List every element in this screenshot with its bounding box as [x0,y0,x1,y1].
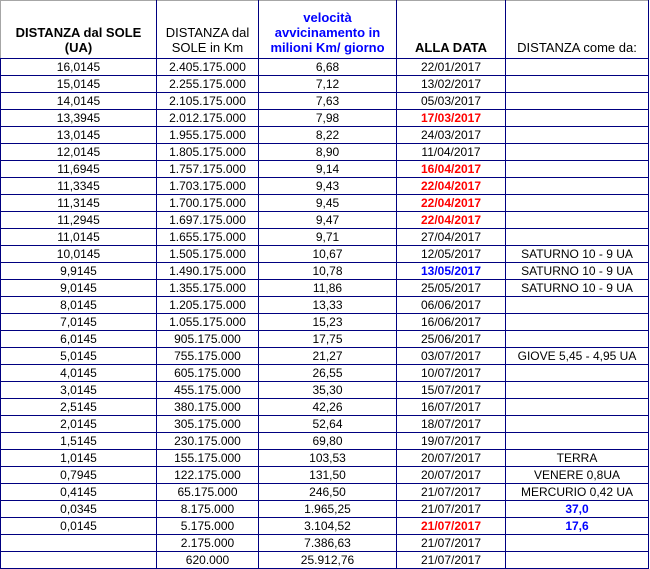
cell-distanza-come-da[interactable] [506,127,649,144]
cell-alla-data[interactable]: 22/01/2017 [397,59,506,76]
cell-distanza-ua[interactable]: 6,0145 [1,331,157,348]
cell-alla-data[interactable]: 24/03/2017 [397,127,506,144]
table-row [1,59,649,76]
table-row [1,229,649,246]
cell-distanza-km[interactable]: 1.655.175.000 [157,229,259,246]
cell-alla-data[interactable]: 15/07/2017 [397,382,506,399]
table-row [1,467,649,484]
cell-alla-data[interactable]: 22/04/2017 [397,195,506,212]
cell-alla-data[interactable]: 25/06/2017 [397,331,506,348]
cell-velocita[interactable]: 17,75 [259,331,397,348]
cell-distanza-ua[interactable]: 1,5145 [1,433,157,450]
cell-distanza-ua[interactable]: 11,0145 [1,229,157,246]
cell-velocita[interactable]: 21,27 [259,348,397,365]
cell-distanza-ua[interactable]: 0,7945 [1,467,157,484]
cell-velocita[interactable]: 15,23 [259,314,397,331]
cell-velocita[interactable]: 8,90 [259,144,397,161]
cell-alla-data[interactable]: 10/07/2017 [397,365,506,382]
cell-alla-data[interactable]: 22/04/2017 [397,178,506,195]
header-alla-data-line1: ALLA DATA [415,40,487,55]
cell-distanza-km[interactable]: 1.505.175.000 [157,246,259,263]
cell-distanza-ua[interactable]: 11,3145 [1,195,157,212]
cell-distanza-ua[interactable]: 7,0145 [1,314,157,331]
table-row [1,450,649,467]
cell-velocita[interactable]: 1.965,25 [259,501,397,518]
cell-alla-data[interactable]: 13/05/2017 [397,263,506,280]
table-row [1,348,649,365]
cell-distanza-come-da[interactable] [506,382,649,399]
cell-distanza-come-da[interactable] [506,399,649,416]
cell-distanza-come-da[interactable] [506,433,649,450]
cell-alla-data[interactable]: 20/07/2017 [397,450,506,467]
table-row [1,93,649,110]
cell-distanza-km[interactable]: 1.700.175.000 [157,195,259,212]
cell-distanza-ua[interactable] [1,535,157,552]
cell-distanza-ua[interactable]: 16,0145 [1,59,157,76]
cell-alla-data[interactable]: 13/02/2017 [397,76,506,93]
cell-distanza-come-da[interactable] [506,535,649,552]
table-row [1,535,649,552]
cell-distanza-km[interactable]: 122.175.000 [157,467,259,484]
cell-distanza-come-da[interactable]: SATURNO 10 - 9 UA [506,280,649,297]
cell-distanza-ua[interactable]: 10,0145 [1,246,157,263]
cell-distanza-ua[interactable]: 11,3345 [1,178,157,195]
cell-distanza-km[interactable]: 230.175.000 [157,433,259,450]
cell-distanza-km[interactable]: 2.012.175.000 [157,110,259,127]
cell-distanza-come-da[interactable]: GIOVE 5,45 - 4,95 UA [506,348,649,365]
table-body [1,59,649,569]
table-row [1,127,649,144]
cell-alla-data[interactable]: 12/05/2017 [397,246,506,263]
cell-distanza-ua[interactable]: 0,0345 [1,501,157,518]
cell-alla-data[interactable]: 22/04/2017 [397,212,506,229]
table-row [1,331,649,348]
table-row [1,280,649,297]
cell-alla-data[interactable]: 11/04/2017 [397,144,506,161]
cell-distanza-come-da[interactable]: VENERE 0,8UA [506,467,649,484]
cell-distanza-ua[interactable]: 8,0145 [1,297,157,314]
table-row [1,382,649,399]
cell-distanza-ua[interactable]: 5,0145 [1,348,157,365]
table-row [1,161,649,178]
cell-distanza-ua[interactable]: 2,0145 [1,416,157,433]
cell-alla-data[interactable]: 21/07/2017 [397,552,506,569]
cell-distanza-km[interactable]: 1.757.175.000 [157,161,259,178]
header-velocita-line2: avvicinamento in [274,25,381,40]
cell-velocita[interactable]: 11,86 [259,280,397,297]
cell-alla-data[interactable]: 19/07/2017 [397,433,506,450]
cell-alla-data[interactable]: 06/06/2017 [397,297,506,314]
cell-distanza-come-da[interactable] [506,331,649,348]
cell-alla-data[interactable]: 20/07/2017 [397,467,506,484]
header-distanza-ua-line1: DISTANZA dal SOLE [15,25,142,40]
cell-distanza-km[interactable]: 380.175.000 [157,399,259,416]
cell-velocita[interactable]: 246,50 [259,484,397,501]
cell-distanza-km[interactable]: 2.255.175.000 [157,76,259,93]
cell-distanza-ua[interactable]: 1,0145 [1,450,157,467]
cell-distanza-ua[interactable]: 14,0145 [1,93,157,110]
cell-distanza-km[interactable]: 305.175.000 [157,416,259,433]
header-distanza-km-line1: DISTANZA dal [165,25,250,40]
table-row [1,501,649,518]
header-distanza-come-da-line1: DISTANZA come da: [517,40,637,55]
cell-distanza-km[interactable]: 1.805.175.000 [157,144,259,161]
cell-velocita[interactable]: 7,98 [259,110,397,127]
cell-velocita[interactable]: 7,12 [259,76,397,93]
cell-distanza-km[interactable]: 2.175.000 [157,535,259,552]
cell-distanza-ua[interactable]: 9,9145 [1,263,157,280]
cell-distanza-ua[interactable]: 0,4145 [1,484,157,501]
cell-distanza-km[interactable]: 2.105.175.000 [157,93,259,110]
cell-distanza-come-da[interactable] [506,59,649,76]
cell-distanza-km[interactable]: 755.175.000 [157,348,259,365]
cell-velocita[interactable]: 6,68 [259,59,397,76]
cell-velocita[interactable]: 7,63 [259,93,397,110]
cell-distanza-ua[interactable] [1,552,157,569]
cell-distanza-come-da[interactable]: 37,0 [506,501,649,518]
cell-distanza-km[interactable]: 1.490.175.000 [157,263,259,280]
cell-distanza-ua[interactable]: 0,0145 [1,518,157,535]
cell-velocita[interactable]: 69,80 [259,433,397,450]
header-velocita-line3: milioni Km/ giorno [270,40,385,55]
cell-distanza-km[interactable]: 1.355.175.000 [157,280,259,297]
cell-distanza-come-da[interactable] [506,365,649,382]
cell-distanza-ua[interactable]: 13,3945 [1,110,157,127]
cell-distanza-come-da[interactable] [506,212,649,229]
cell-distanza-come-da[interactable]: 17,6 [506,518,649,535]
cell-distanza-come-da[interactable]: SATURNO 10 - 9 UA [506,246,649,263]
cell-velocita[interactable]: 35,30 [259,382,397,399]
cell-alla-data[interactable]: 18/07/2017 [397,416,506,433]
table-row [1,416,649,433]
cell-distanza-come-da[interactable] [506,178,649,195]
cell-distanza-km[interactable]: 605.175.000 [157,365,259,382]
cell-velocita[interactable]: 42,26 [259,399,397,416]
cell-velocita[interactable]: 13,33 [259,297,397,314]
cell-distanza-ua[interactable]: 12,0145 [1,144,157,161]
cell-distanza-km[interactable]: 620.000 [157,552,259,569]
cell-velocita[interactable]: 9,47 [259,212,397,229]
cell-distanza-km[interactable]: 455.175.000 [157,382,259,399]
table-row [1,263,649,280]
cell-distanza-come-da[interactable] [506,93,649,110]
cell-alla-data[interactable]: 16/06/2017 [397,314,506,331]
cell-distanza-come-da[interactable] [506,161,649,178]
cell-velocita[interactable]: 10,78 [259,263,397,280]
cell-distanza-come-da[interactable] [506,76,649,93]
table-row [1,433,649,450]
cell-distanza-come-da[interactable] [506,314,649,331]
cell-alla-data[interactable]: 16/07/2017 [397,399,506,416]
table-row [1,314,649,331]
cell-alla-data[interactable]: 17/03/2017 [397,110,506,127]
table-row [1,399,649,416]
cell-distanza-km[interactable]: 65.175.000 [157,484,259,501]
cell-distanza-come-da[interactable]: MERCURIO 0,42 UA [506,484,649,501]
header-distanza-ua-line2: (UA) [64,40,93,55]
cell-alla-data[interactable]: 03/07/2017 [397,348,506,365]
cell-velocita[interactable]: 52,64 [259,416,397,433]
cell-velocita[interactable]: 9,45 [259,195,397,212]
cell-distanza-ua[interactable]: 2,5145 [1,399,157,416]
table-header-row [1,1,649,59]
cell-alla-data[interactable]: 25/05/2017 [397,280,506,297]
cell-velocita[interactable]: 103,53 [259,450,397,467]
header-distanza-km[interactable] [157,1,259,59]
cell-alla-data[interactable]: 21/07/2017 [397,484,506,501]
cell-distanza-come-da[interactable] [506,195,649,212]
cell-distanza-ua[interactable]: 15,0145 [1,76,157,93]
table-row [1,76,649,93]
cell-alla-data[interactable]: 21/07/2017 [397,535,506,552]
table-row [1,144,649,161]
cell-distanza-km[interactable]: 1.703.175.000 [157,178,259,195]
cell-distanza-km[interactable]: 8.175.000 [157,501,259,518]
cell-distanza-come-da[interactable]: SATURNO 10 - 9 UA [506,263,649,280]
header-distanza-come-da[interactable] [506,1,649,59]
table-row [1,297,649,314]
cell-velocita[interactable]: 9,14 [259,161,397,178]
cell-velocita[interactable]: 26,55 [259,365,397,382]
cell-distanza-ua[interactable]: 9,0145 [1,280,157,297]
table-row [1,212,649,229]
cell-velocita[interactable]: 9,43 [259,178,397,195]
table-row [1,365,649,382]
table-row [1,518,649,535]
cell-distanza-ua[interactable]: 13,0145 [1,127,157,144]
header-velocita[interactable] [259,1,397,59]
cell-distanza-ua[interactable]: 4,0145 [1,365,157,382]
cell-distanza-come-da[interactable] [506,110,649,127]
table-row [1,246,649,263]
header-distanza-ua[interactable] [1,1,157,59]
table-row [1,552,649,569]
cell-distanza-come-da[interactable] [506,416,649,433]
cell-distanza-km[interactable]: 155.175.000 [157,450,259,467]
cell-alla-data[interactable]: 16/04/2017 [397,161,506,178]
header-alla-data[interactable] [397,1,506,59]
cell-distanza-km[interactable]: 1.955.175.000 [157,127,259,144]
cell-distanza-come-da[interactable] [506,552,649,569]
cell-velocita[interactable]: 9,71 [259,229,397,246]
cell-velocita[interactable]: 131,50 [259,467,397,484]
cell-distanza-km[interactable]: 5.175.000 [157,518,259,535]
cell-velocita[interactable]: 7.386,63 [259,535,397,552]
cell-velocita[interactable]: 10,67 [259,246,397,263]
cell-velocita[interactable]: 8,22 [259,127,397,144]
table-row [1,195,649,212]
cell-distanza-come-da[interactable] [506,144,649,161]
cell-distanza-ua[interactable]: 11,2945 [1,212,157,229]
header-distanza-km-line2: SOLE in Km [171,40,244,55]
cell-distanza-come-da[interactable]: TERRA [506,450,649,467]
cell-distanza-ua[interactable]: 3,0145 [1,382,157,399]
cell-alla-data[interactable]: 21/07/2017 [397,501,506,518]
cell-distanza-km[interactable]: 905.175.000 [157,331,259,348]
table-row [1,110,649,127]
cell-velocita[interactable]: 25.912,76 [259,552,397,569]
cell-distanza-km[interactable]: 2.405.175.000 [157,59,259,76]
cell-distanza-come-da[interactable] [506,229,649,246]
cell-distanza-km[interactable]: 1.055.175.000 [157,314,259,331]
cell-velocita[interactable]: 3.104,52 [259,518,397,535]
cell-alla-data[interactable]: 05/03/2017 [397,93,506,110]
cell-alla-data[interactable]: 27/04/2017 [397,229,506,246]
cell-alla-data[interactable]: 21/07/2017 [397,518,506,535]
table-row [1,484,649,501]
cell-distanza-km[interactable]: 1.697.175.000 [157,212,259,229]
cell-distanza-km[interactable]: 1.205.175.000 [157,297,259,314]
cell-distanza-ua[interactable]: 11,6945 [1,161,157,178]
table-row [1,178,649,195]
header-velocita-line1: velocità [303,10,352,25]
cell-distanza-come-da[interactable] [506,297,649,314]
